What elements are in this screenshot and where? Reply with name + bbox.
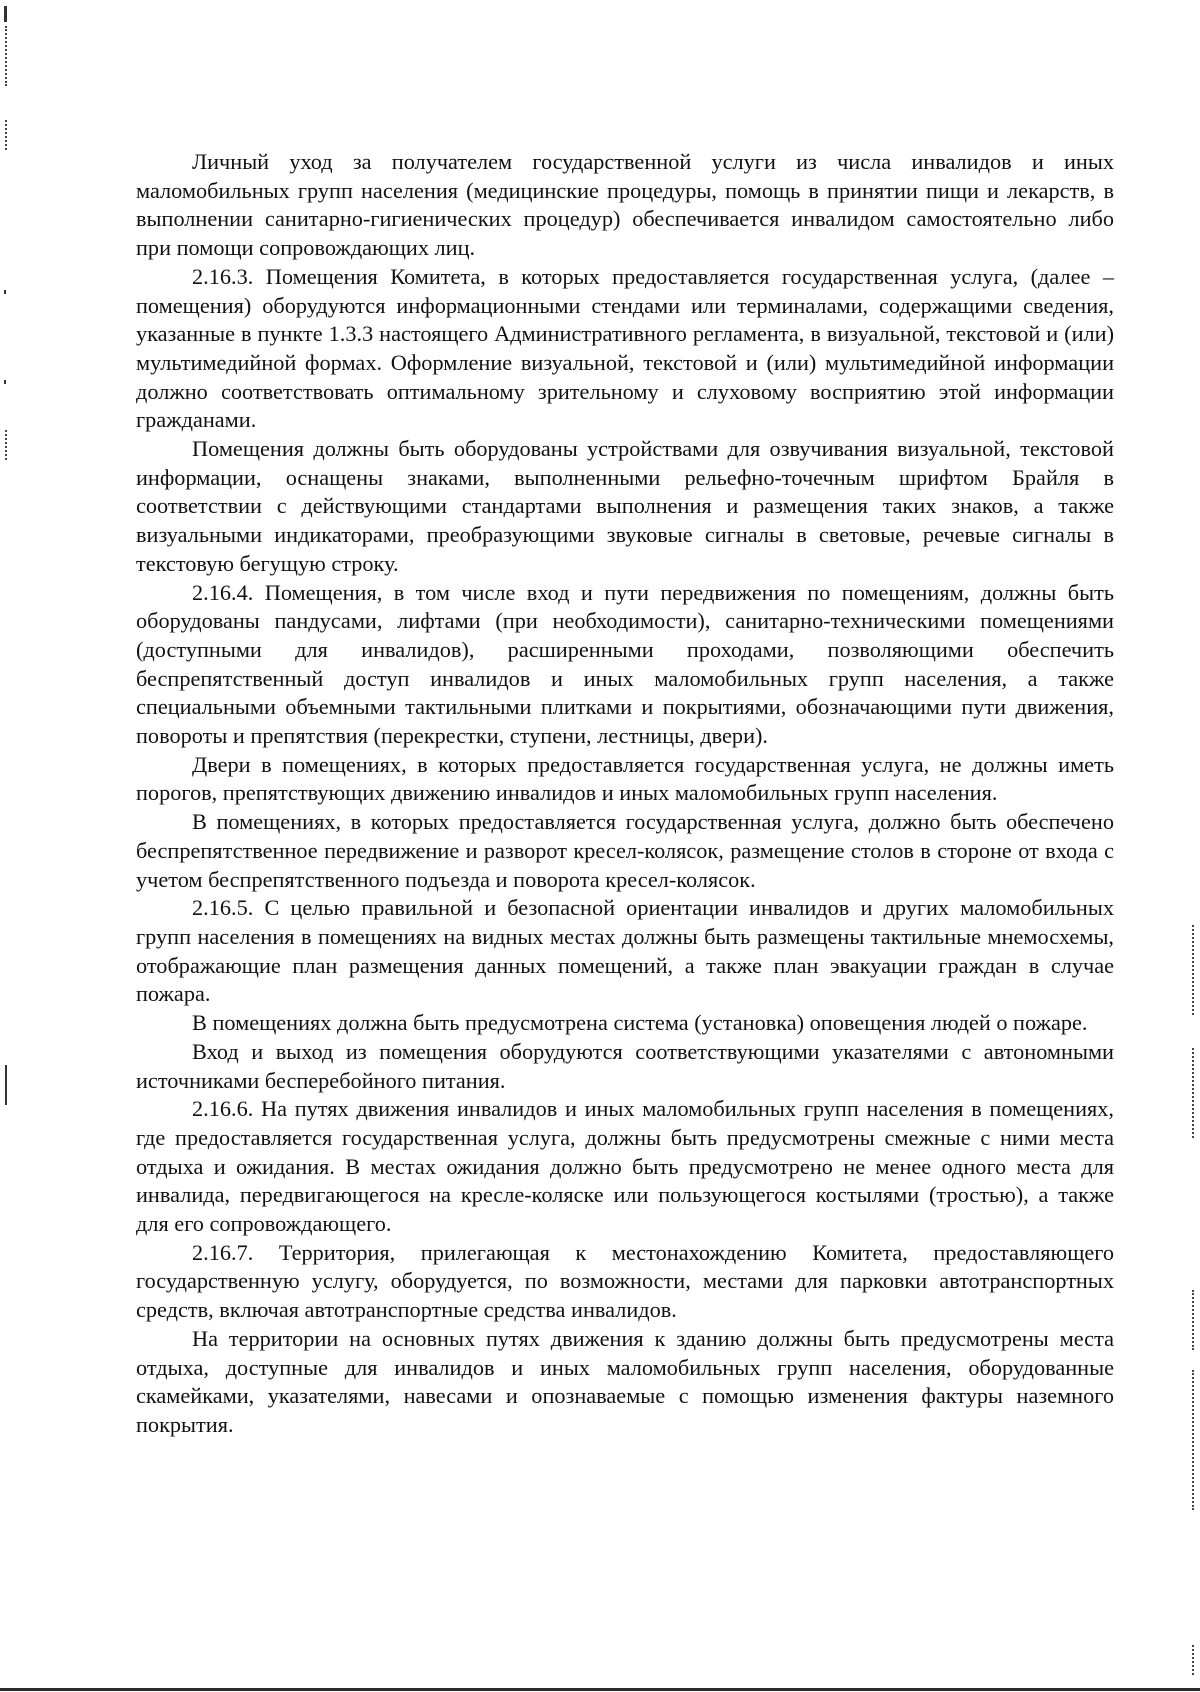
scan-artifact-left-top: [4, 6, 7, 22]
document-body: [136, 148, 1114, 1440]
scan-artifact-right-dots-2: [1192, 1048, 1194, 1138]
paragraph-2-16-3: 2.16.3. Помещения Комитета, в которых предоставляется государственная услуга, (далее – помещения) оборудуются информационными стендами или терминалами, содержащими сведения, указанные в пункте 1.3.3 настоящего Административного регламента, в визуальной, текстовой и (или) мультимедийной формах. Оформление визуальной, текстовой и (или) мультимедийной информации должно соответствовать оптимальному зрительному и слуховому восприятию этой информации гражданами.: [136, 263, 1114, 433]
scan-artifact-right-dots-5: [1192, 1645, 1194, 1675]
scan-artifact-left-line: [5, 1065, 7, 1105]
scan-artifact-left-dot-2: [4, 380, 6, 384]
paragraph-2-16-6: 2.16.6. На путях движения инвалидов и иных маломобильных групп населения в помещениях, где предоставляется государственная услуга, должны быть предусмотрены смежные с ними места отдыха и ожидания. В местах ожидания должно быть предусмотрено не менее одного места для инвалида, передвигающегося на кресле-коляске или пользующегося костылями (тростью), а также для его сопровождающего.: [136, 1096, 1114, 1237]
scan-artifact-right-dots-4: [1192, 1370, 1194, 1510]
paragraph-territory-rest-places: На территории на основных путях движения к зданию должны быть предусмотрены места отдыха, доступные для инвалидов и иных маломобильных групп населения, оборудованные скамейками, указателями, навесами и опознаваемые с помощью изменения фактуры наземного покрытия.: [136, 1325, 1114, 1437]
paragraph-doors: Двери в помещениях, в которых предоставляется государственная услуга, не должны иметь порогов, препятствующих движению инвалидов и иных маломобильных групп населения.: [136, 751, 1114, 806]
paragraph-2-16-7: 2.16.7. Территория, прилегающая к местонахождению Комитета, предоставляющего государственную услугу, оборудуется, по возможности, местами для парковки автотранспортных средств, включая автотранспортные средства инвалидов.: [136, 1239, 1114, 1323]
paragraph-fire-alarm: В помещениях должна быть предусмотрена система (установка) оповещения людей о пожаре.: [192, 1010, 1088, 1036]
scan-artifact-left-dots: [5, 26, 7, 86]
paragraph-personal-care: Личный уход за получателем государственной услуги из числа инвалидов и иных маломобильных групп населения (медицинские процедуры, помощь в принятии пищи и лекарств, в выполнении санитарно-гигиенических процедур) обеспечивается инвалидом самостоятельно либо при помощи сопровождающих лиц.: [136, 149, 1114, 261]
scan-artifact-left-dots-2: [5, 120, 7, 150]
paragraph-wheelchair-movement: В помещениях, в которых предоставляется государственная услуга, должно быть обеспечено беспрепятственное передвижение и разворот кресел-колясок, размещение столов в стороне от входа с учетом беспрепятственного подъезда и поворота кресел-колясок.: [136, 809, 1114, 892]
scan-artifact-left-dot: [4, 290, 6, 294]
scan-artifact-right-dots: [1192, 925, 1194, 1015]
scan-bottom-edge: [0, 1688, 1200, 1691]
paragraph-equipment-audio-braille: Помещения должны быть оборудованы устройствами для озвучивания визуальной, текстовой информации, оснащены знаками, выполненными рельефно-точечным шрифтом Брайля в соответствии с действующими стандартами выполнения и размещения таких знаков, а также визуальными индикаторами, преобразующими звуковые сигналы в световые, речевые сигналы в текстовую бегущую строку.: [136, 436, 1114, 576]
scan-artifact-left-dots-3: [5, 430, 7, 460]
scan-artifact-right-dots-3: [1192, 1290, 1194, 1350]
paragraph-2-16-5: 2.16.5. С целью правильной и безопасной ориентации инвалидов и других маломобильных групп населения в помещениях на видных местах должны быть размещены тактильные мнемосхемы, отображающие план размещения данных помещений, а также план эвакуации граждан в случае пожара.: [136, 895, 1114, 1007]
paragraph-entrance-exit: Вход и выход из помещения оборудуются соответствующими указателями с автономными источниками бесперебойного питания.: [136, 1038, 1114, 1093]
paragraph-2-16-4: 2.16.4. Помещения, в том числе вход и пути передвижения по помещениям, должны быть оборудованы пандусами, лифтами (при необходимости), санитарно-техническими помещениями (доступными для инвалидов), расширенными проходами, позволяющими обеспечить беспрепятственный доступ инвалидов и иных маломобильных групп населения, а также специальными объемными тактильными плитками и покрытиями, обозначающими пути движения, повороты и препятствия (перекрестки, ступени, лестницы, двери).: [136, 579, 1114, 749]
